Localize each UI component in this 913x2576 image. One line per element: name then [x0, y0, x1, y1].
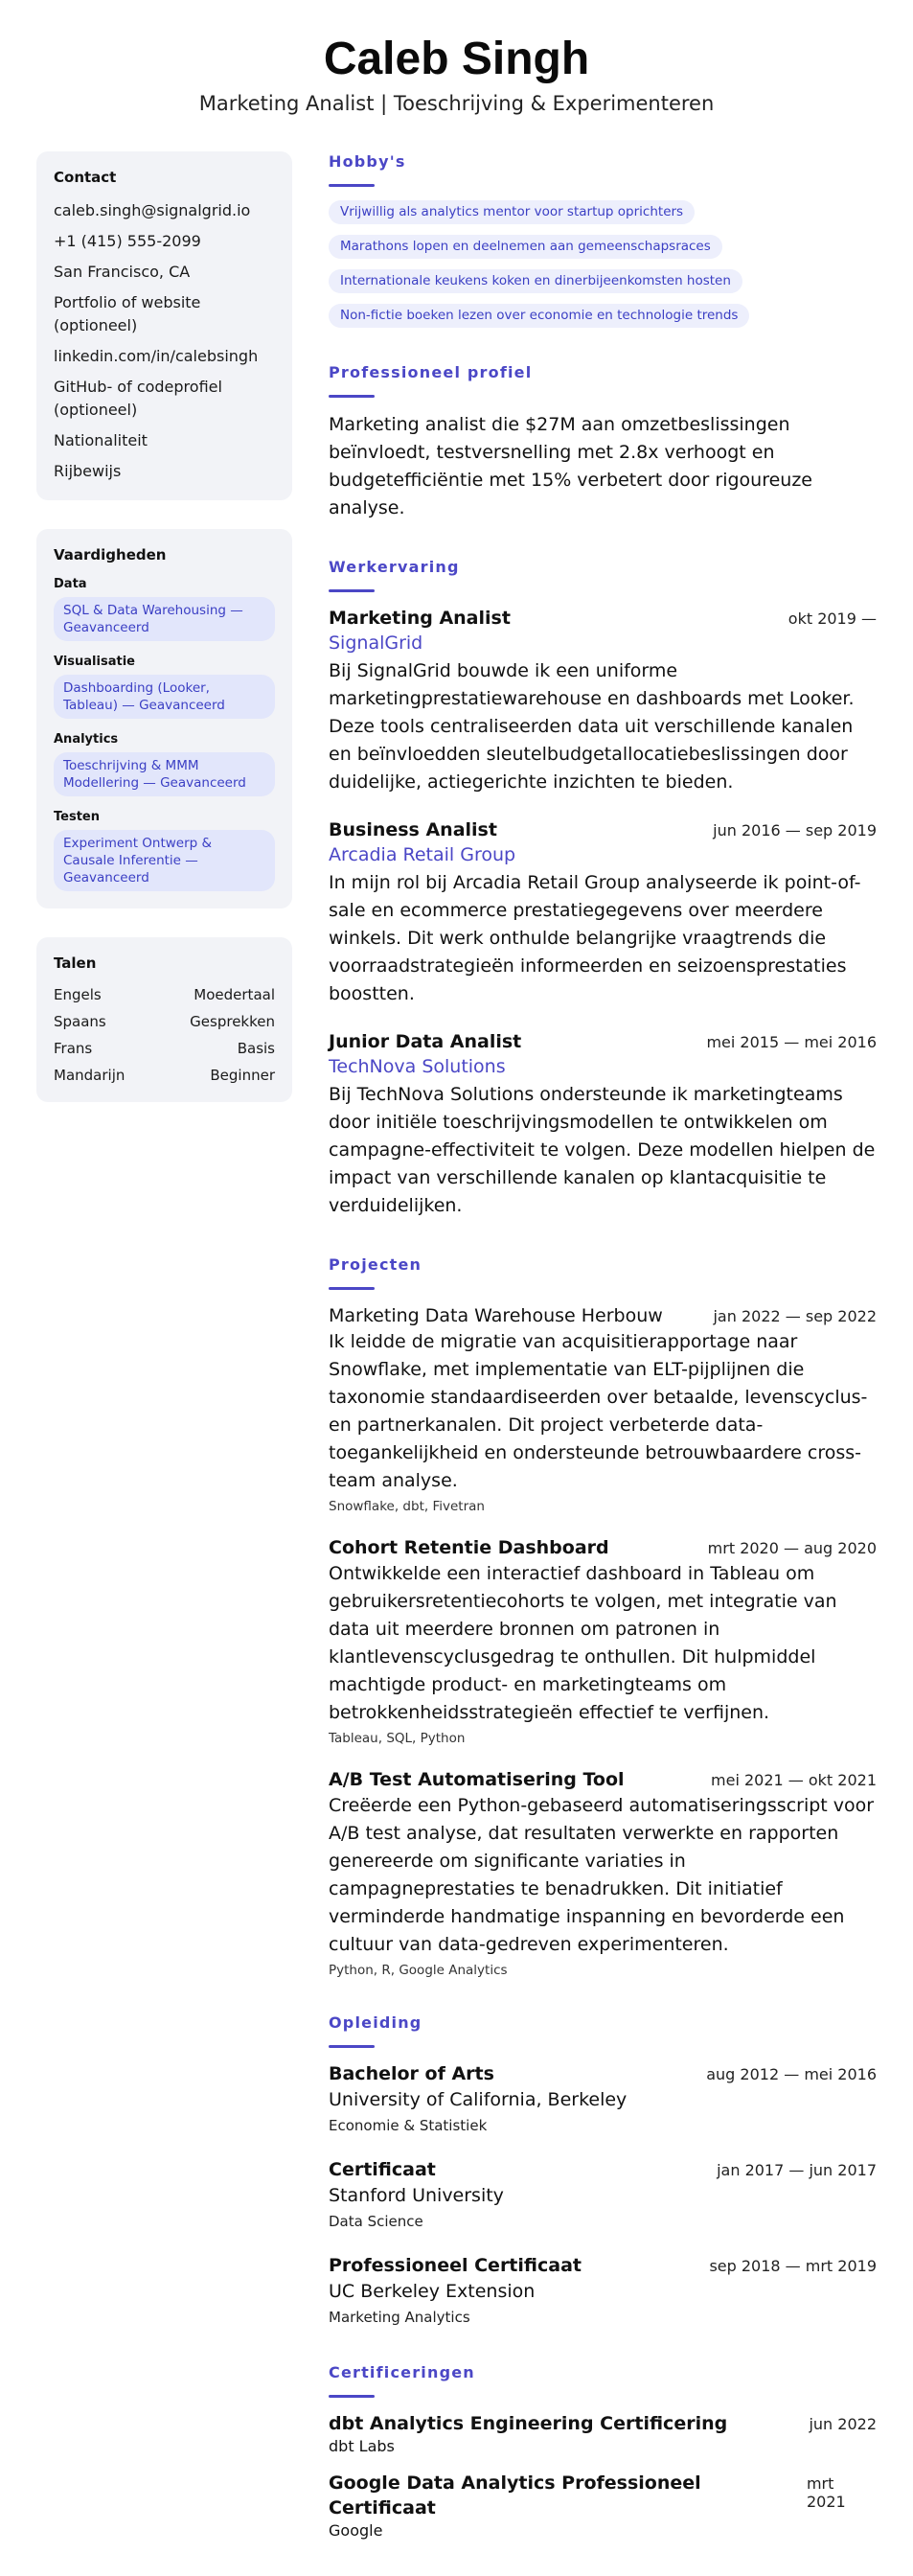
skill-category: Analytics	[54, 732, 119, 747]
contact-card	[36, 151, 292, 500]
contact-portfolio: Portfolio of website (optioneel)	[54, 293, 201, 334]
study-field: Data Science	[329, 2213, 423, 2230]
certification-name: dbt Analytics Engineering Certificering	[329, 2413, 728, 2434]
language-level: Moedertaal	[194, 986, 275, 1003]
job-description: In mijn rol bij Arcadia Retail Group analyseerde ik point-of-sale en ecommerce prestatiegegevens over meerdere winkels. Dit werk onthulde belangrijke vraagtrends die voorraadstrategieën informeerden en seizoensprestaties boostten.	[329, 872, 861, 1004]
section-divider	[329, 184, 375, 187]
contact-email[interactable]: caleb.singh@signalgrid.io	[54, 201, 251, 219]
project-title: A/B Test Automatisering Tool	[329, 1769, 625, 1790]
hobbies-section	[329, 151, 877, 328]
language-name: Engels	[54, 986, 102, 1003]
section-divider	[329, 2395, 375, 2398]
certification-issuer: Google	[329, 2521, 383, 2540]
education-date: sep 2018 — mrt 2019	[709, 2257, 877, 2275]
certification-date: jun 2022	[809, 2415, 877, 2433]
sidebar	[36, 151, 292, 1131]
education-section	[329, 2012, 877, 2328]
project-title: Cohort Retentie Dashboard	[329, 1537, 609, 1558]
job-company: TechNova Solutions	[329, 1056, 506, 1077]
education-entry	[329, 2157, 877, 2232]
skill-category: Data	[54, 577, 87, 591]
project-entry	[329, 1535, 877, 1746]
language-level: Gesprekken	[190, 1013, 275, 1030]
study-field: Economie & Statistiek	[329, 2117, 488, 2134]
profile-text: Marketing analist die $27M aan omzetbeslissingen beïnvloedt, testversnelling met 2.8x verhoogt en budgetefficiëntie met 15% verbetert door rigoureuze analyse.	[329, 414, 812, 518]
skill-pill: Toeschrijving & MMM Modellering — Geavanceerd	[54, 752, 275, 796]
contact-list	[54, 199, 275, 483]
skill-group	[54, 810, 275, 891]
job-title: Marketing Analist	[329, 608, 511, 629]
section-title: Opleiding	[329, 2013, 422, 2032]
language-name: Frans	[54, 1040, 93, 1057]
education-date: jan 2017 — jun 2017	[717, 2161, 877, 2179]
project-date: mei 2021 — okt 2021	[711, 1771, 877, 1789]
school-name: UC Berkeley Extension	[329, 2281, 536, 2302]
contact-phone[interactable]: +1 (415) 555-2099	[54, 232, 201, 250]
job-date: jun 2016 — sep 2019	[713, 821, 877, 840]
section-divider	[329, 395, 375, 398]
project-description: Ik leidde de migratie van acquisitierapportage naar Snowflake, met implementatie van ELT-pijplijnen die taxonomie standaardiseerden over betaalde, levenscyclus- en partnerkanalen. Dit project verbeterde data-toegankelijkheid en ondersteunde betrouwbaardere cross-team analyse.	[329, 1331, 868, 1491]
project-entry	[329, 1303, 877, 1514]
skill-group	[54, 655, 275, 719]
contact-license: Rijbewijs	[54, 462, 122, 480]
skill-pill: Dashboarding (Looker, Tableau) — Geavanceerd	[54, 675, 275, 719]
contact-github: GitHub- of codeprofiel (optioneel)	[54, 378, 222, 419]
project-entry	[329, 1767, 877, 1978]
project-date: jan 2022 — sep 2022	[713, 1307, 877, 1325]
job-title: Business Analist	[329, 819, 497, 840]
project-tech: Tableau, SQL, Python	[329, 1731, 466, 1746]
job-company: Arcadia Retail Group	[329, 844, 516, 865]
school-name: University of California, Berkeley	[329, 2089, 628, 2110]
certification-entry	[329, 2411, 877, 2457]
candidate-subtitle: Marketing Analist | Toeschrijving & Experimenteren	[198, 92, 715, 115]
certification-name: Google Data Analytics Professioneel Certificaat	[329, 2472, 701, 2518]
contact-nationality: Nationaliteit	[54, 431, 148, 449]
job-title: Junior Data Analist	[329, 1031, 522, 1052]
resume-header	[0, 0, 913, 119]
job-date: mei 2015 — mei 2016	[706, 1033, 877, 1051]
skills-title: Vaardigheden	[54, 546, 167, 564]
study-field: Marketing Analytics	[329, 2309, 470, 2326]
job-description: Bij TechNova Solutions ondersteunde ik marketingteams door initiële toeschrijvingsmodellen te ontwikkelen om campagne-effectiviteit te volgen. Deze modellen hielpen de impact van verschillende kanalen op klantacquisitie te verduidelijken.	[329, 1084, 876, 1216]
degree-title: Certificaat	[329, 2159, 436, 2180]
education-date: aug 2012 — mei 2016	[706, 2065, 877, 2083]
section-title: Werkervaring	[329, 558, 460, 576]
skill-pill: SQL & Data Warehousing — Geavanceerd	[54, 597, 275, 641]
section-title: Hobby's	[329, 152, 406, 171]
contact-location: San Francisco, CA	[54, 263, 191, 281]
project-description: Ontwikkelde een interactief dashboard in Tableau om gebruikersretentiecohorts te volgen, met integratie van data uit meerdere bronnen om patronen in klantlevenscyclusgedrag te onthullen. Dit hulpmiddel machtigde product- en marketingteams om betrokkenheidsstrategieën effectief te verfijnen.	[329, 1563, 837, 1723]
section-title: Professioneel profiel	[329, 363, 533, 381]
project-description: Creëerde een Python-gebaseerd automatiseringsscript voor A/B test analyse, dat resultaten verwerkte en rapporten genereerde om significante variaties in campagneprestaties te benadrukken. Dit initiatief verminderde handmatige inspanning en bevorderde een cultuur van data-gedreven experimenteren.	[329, 1795, 875, 1955]
skill-category: Visualisatie	[54, 655, 135, 669]
degree-title: Bachelor of Arts	[329, 2063, 494, 2084]
profile-section	[329, 362, 877, 522]
skill-group	[54, 577, 275, 641]
language-name: Mandarijn	[54, 1067, 126, 1084]
section-divider	[329, 589, 375, 592]
certification-issuer: dbt Labs	[329, 2437, 395, 2455]
contact-title: Contact	[54, 169, 117, 186]
section-divider	[329, 1287, 375, 1290]
contact-linkedin[interactable]: linkedin.com/in/calebsingh	[54, 347, 259, 365]
certification-entry	[329, 2471, 877, 2542]
language-level: Beginner	[210, 1067, 275, 1084]
school-name: Stanford University	[329, 2185, 504, 2206]
project-tech: Python, R, Google Analytics	[329, 1963, 508, 1978]
experience-section	[329, 557, 877, 1220]
hobby-tag: Internationale keukens koken en dinerbijeenkomsten hosten	[329, 269, 742, 293]
hobby-tag: Non-fictie boeken lezen over economie en technologie trends	[329, 304, 749, 328]
language-level: Basis	[237, 1040, 275, 1057]
languages-title: Talen	[54, 954, 97, 972]
experience-entry	[329, 1029, 877, 1220]
skills-card	[36, 529, 292, 908]
language-row	[54, 985, 275, 1004]
hobby-tag: Vrijwillig als analytics mentor voor startup oprichters	[329, 200, 695, 224]
project-title: Marketing Data Warehouse Herbouw	[329, 1305, 663, 1326]
hobby-tag: Marathons lopen en deelnemen aan gemeenschapsraces	[329, 235, 722, 259]
certifications-section	[329, 2362, 877, 2542]
projects-section	[329, 1254, 877, 1978]
certification-date: mrt 2021	[806, 2474, 846, 2511]
degree-title: Professioneel Certificaat	[329, 2255, 582, 2276]
skill-group	[54, 732, 275, 796]
section-title: Certificeringen	[329, 2363, 475, 2381]
language-row	[54, 1012, 275, 1031]
experience-entry	[329, 606, 877, 796]
job-date: okt 2019 —	[787, 610, 877, 628]
job-company: SignalGrid	[329, 632, 423, 654]
project-date: mrt 2020 — aug 2020	[707, 1539, 877, 1557]
languages-card	[36, 937, 292, 1102]
project-tech: Snowflake, dbt, Fivetran	[329, 1499, 485, 1514]
main-content	[329, 151, 877, 2576]
skill-pill: Experiment Ontwerp & Causale Inferentie — Geavanceerd	[54, 830, 275, 891]
language-name: Spaans	[54, 1013, 106, 1030]
education-entry	[329, 2061, 877, 2136]
language-row	[54, 1039, 275, 1058]
education-entry	[329, 2253, 877, 2328]
candidate-name: Caleb Singh	[323, 34, 590, 84]
experience-entry	[329, 817, 877, 1008]
section-title: Projecten	[329, 1255, 422, 1274]
skill-category: Testen	[54, 810, 100, 824]
section-divider	[329, 2045, 375, 2048]
hobby-list	[329, 200, 877, 328]
job-description: Bij SignalGrid bouwde ik een uniforme marketingprestatiewarehouse en dashboards met Looker. Deze tools centraliseerden data uit verschillende kanalen en beïnvloedden sleutelbudgetallocatiebeslissingen door duidelijke, actiegerichte inzichten te bieden.	[329, 660, 855, 793]
language-row	[54, 1066, 275, 1085]
